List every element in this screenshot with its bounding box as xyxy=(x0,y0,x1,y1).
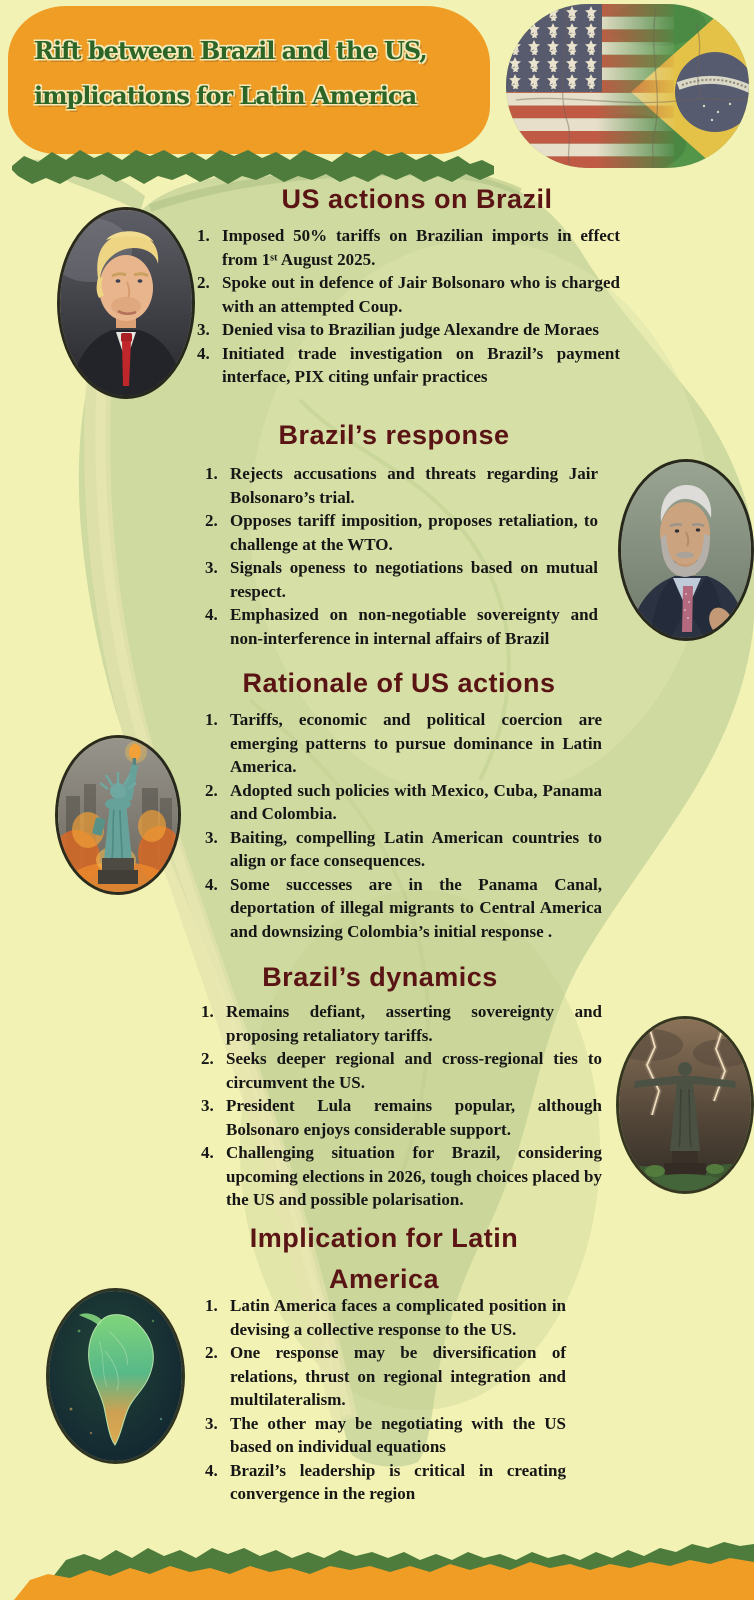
list-item-text: Rejects accusations and threats regarding Jair Bolsonaro’s trial. xyxy=(230,464,598,507)
list-item xyxy=(204,556,598,603)
list-item xyxy=(204,603,598,650)
list-item xyxy=(204,779,602,826)
header-banner xyxy=(8,6,490,154)
list-item xyxy=(204,462,598,509)
torn-paper-edge-top xyxy=(10,144,502,188)
list-item xyxy=(204,873,602,944)
list-item xyxy=(204,708,602,779)
list-item xyxy=(204,826,602,873)
list-item xyxy=(204,1341,566,1412)
section-heading-us-actions: US actions on Brazil xyxy=(281,184,553,214)
list-item-text: Imposed 50% tariffs on Brazilian imports in effect from 1ˢᵗ August 2025. xyxy=(222,226,620,269)
implication-list xyxy=(204,1294,566,1506)
list-item-text: Challenging situation for Brazil, considering upcoming elections in 2026, tough choices placed by the US and possible polarisation. xyxy=(226,1143,602,1209)
page-title-line1: Rift between Brazil and the US, xyxy=(34,36,427,65)
section-heading-rationale: Rationale of US actions xyxy=(242,668,556,698)
section-heading-implication: Implication for Latin America xyxy=(249,1223,519,1294)
page-title-line2: implications for Latin America xyxy=(34,81,417,110)
list-item xyxy=(200,1094,602,1141)
section-heading-brazil-dynamics: Brazil’s dynamics xyxy=(262,962,498,992)
us-brazil-flags-image xyxy=(506,4,749,168)
list-item-text: Some successes are in the Panama Canal, deportation of illegal migrants to Central America and downsizing Colombia’s initial response . xyxy=(230,874,602,941)
christ-the-redeemer-image xyxy=(616,1016,754,1194)
list-item-text: Initiated trade investigation on Brazil’s payment interface, PIX citing unfair practices xyxy=(222,343,620,386)
list-item-text: Latin America faces a complicated position in devising a collective response to the US. xyxy=(230,1296,566,1339)
trump-portrait-image xyxy=(57,207,195,399)
list-item-text: Signals openess to negotiations based on mutual respect. xyxy=(230,558,598,601)
torn-paper-edge-bottom xyxy=(0,1538,754,1600)
list-item xyxy=(204,1294,566,1341)
list-item xyxy=(196,318,620,342)
list-item-text: Brazil’s leadership is critical in creating convergence in the region xyxy=(230,1460,566,1503)
brazil-response-list xyxy=(204,462,598,650)
list-item xyxy=(196,342,620,389)
list-item xyxy=(200,1000,602,1047)
list-item-text: Remains defiant, asserting sovereignty and proposing retaliatory tariffs. xyxy=(226,1002,602,1045)
section-heading-brazil-response: Brazil’s response xyxy=(278,420,510,450)
list-item-text: Seeks deeper regional and cross-regional ties to circumvent the US. xyxy=(226,1049,602,1092)
list-item-text: President Lula remains popular, although Bolsonaro enjoys considerable support. xyxy=(226,1096,602,1139)
list-item xyxy=(204,1412,566,1459)
list-item-text: Emphasized on non-negotiable sovereignty and non-interference in internal affairs of Brazil xyxy=(230,605,598,648)
list-item-text: Spoke out in defence of Jair Bolsonaro who is charged with an attempted Coup. xyxy=(222,273,620,316)
list-item-text: Denied visa to Brazilian judge Alexandre de Moraes xyxy=(222,320,599,339)
list-item-text: Baiting, compelling Latin American countries to align or face consequences. xyxy=(230,827,602,870)
statue-of-liberty-image xyxy=(55,735,181,895)
brazil-dynamics-list xyxy=(200,1000,602,1212)
list-item xyxy=(196,271,620,318)
list-item xyxy=(200,1047,602,1094)
us-actions-list xyxy=(196,224,620,389)
list-item-text: Adopted such policies with Mexico, Cuba, Panama and Colombia. xyxy=(230,780,602,823)
list-item-text: Tariffs, economic and political coercion are emerging patterns to pursue dominance in Latin America. xyxy=(230,710,602,776)
rationale-list xyxy=(204,708,602,943)
latin-america-map-image xyxy=(46,1288,185,1464)
list-item xyxy=(204,1459,566,1506)
list-item-text: One response may be diversification of relations, thrust on regional integration and multilateralism. xyxy=(230,1343,566,1409)
list-item-text: Opposes tariff imposition, proposes retaliation, to challenge at the WTO. xyxy=(230,511,598,554)
list-item xyxy=(196,224,620,271)
page-title xyxy=(34,28,479,118)
list-item xyxy=(204,509,598,556)
list-item-text: The other may be negotiating with the US based on individual equations xyxy=(230,1413,566,1456)
list-item xyxy=(200,1141,602,1212)
lula-portrait-image xyxy=(618,459,754,641)
